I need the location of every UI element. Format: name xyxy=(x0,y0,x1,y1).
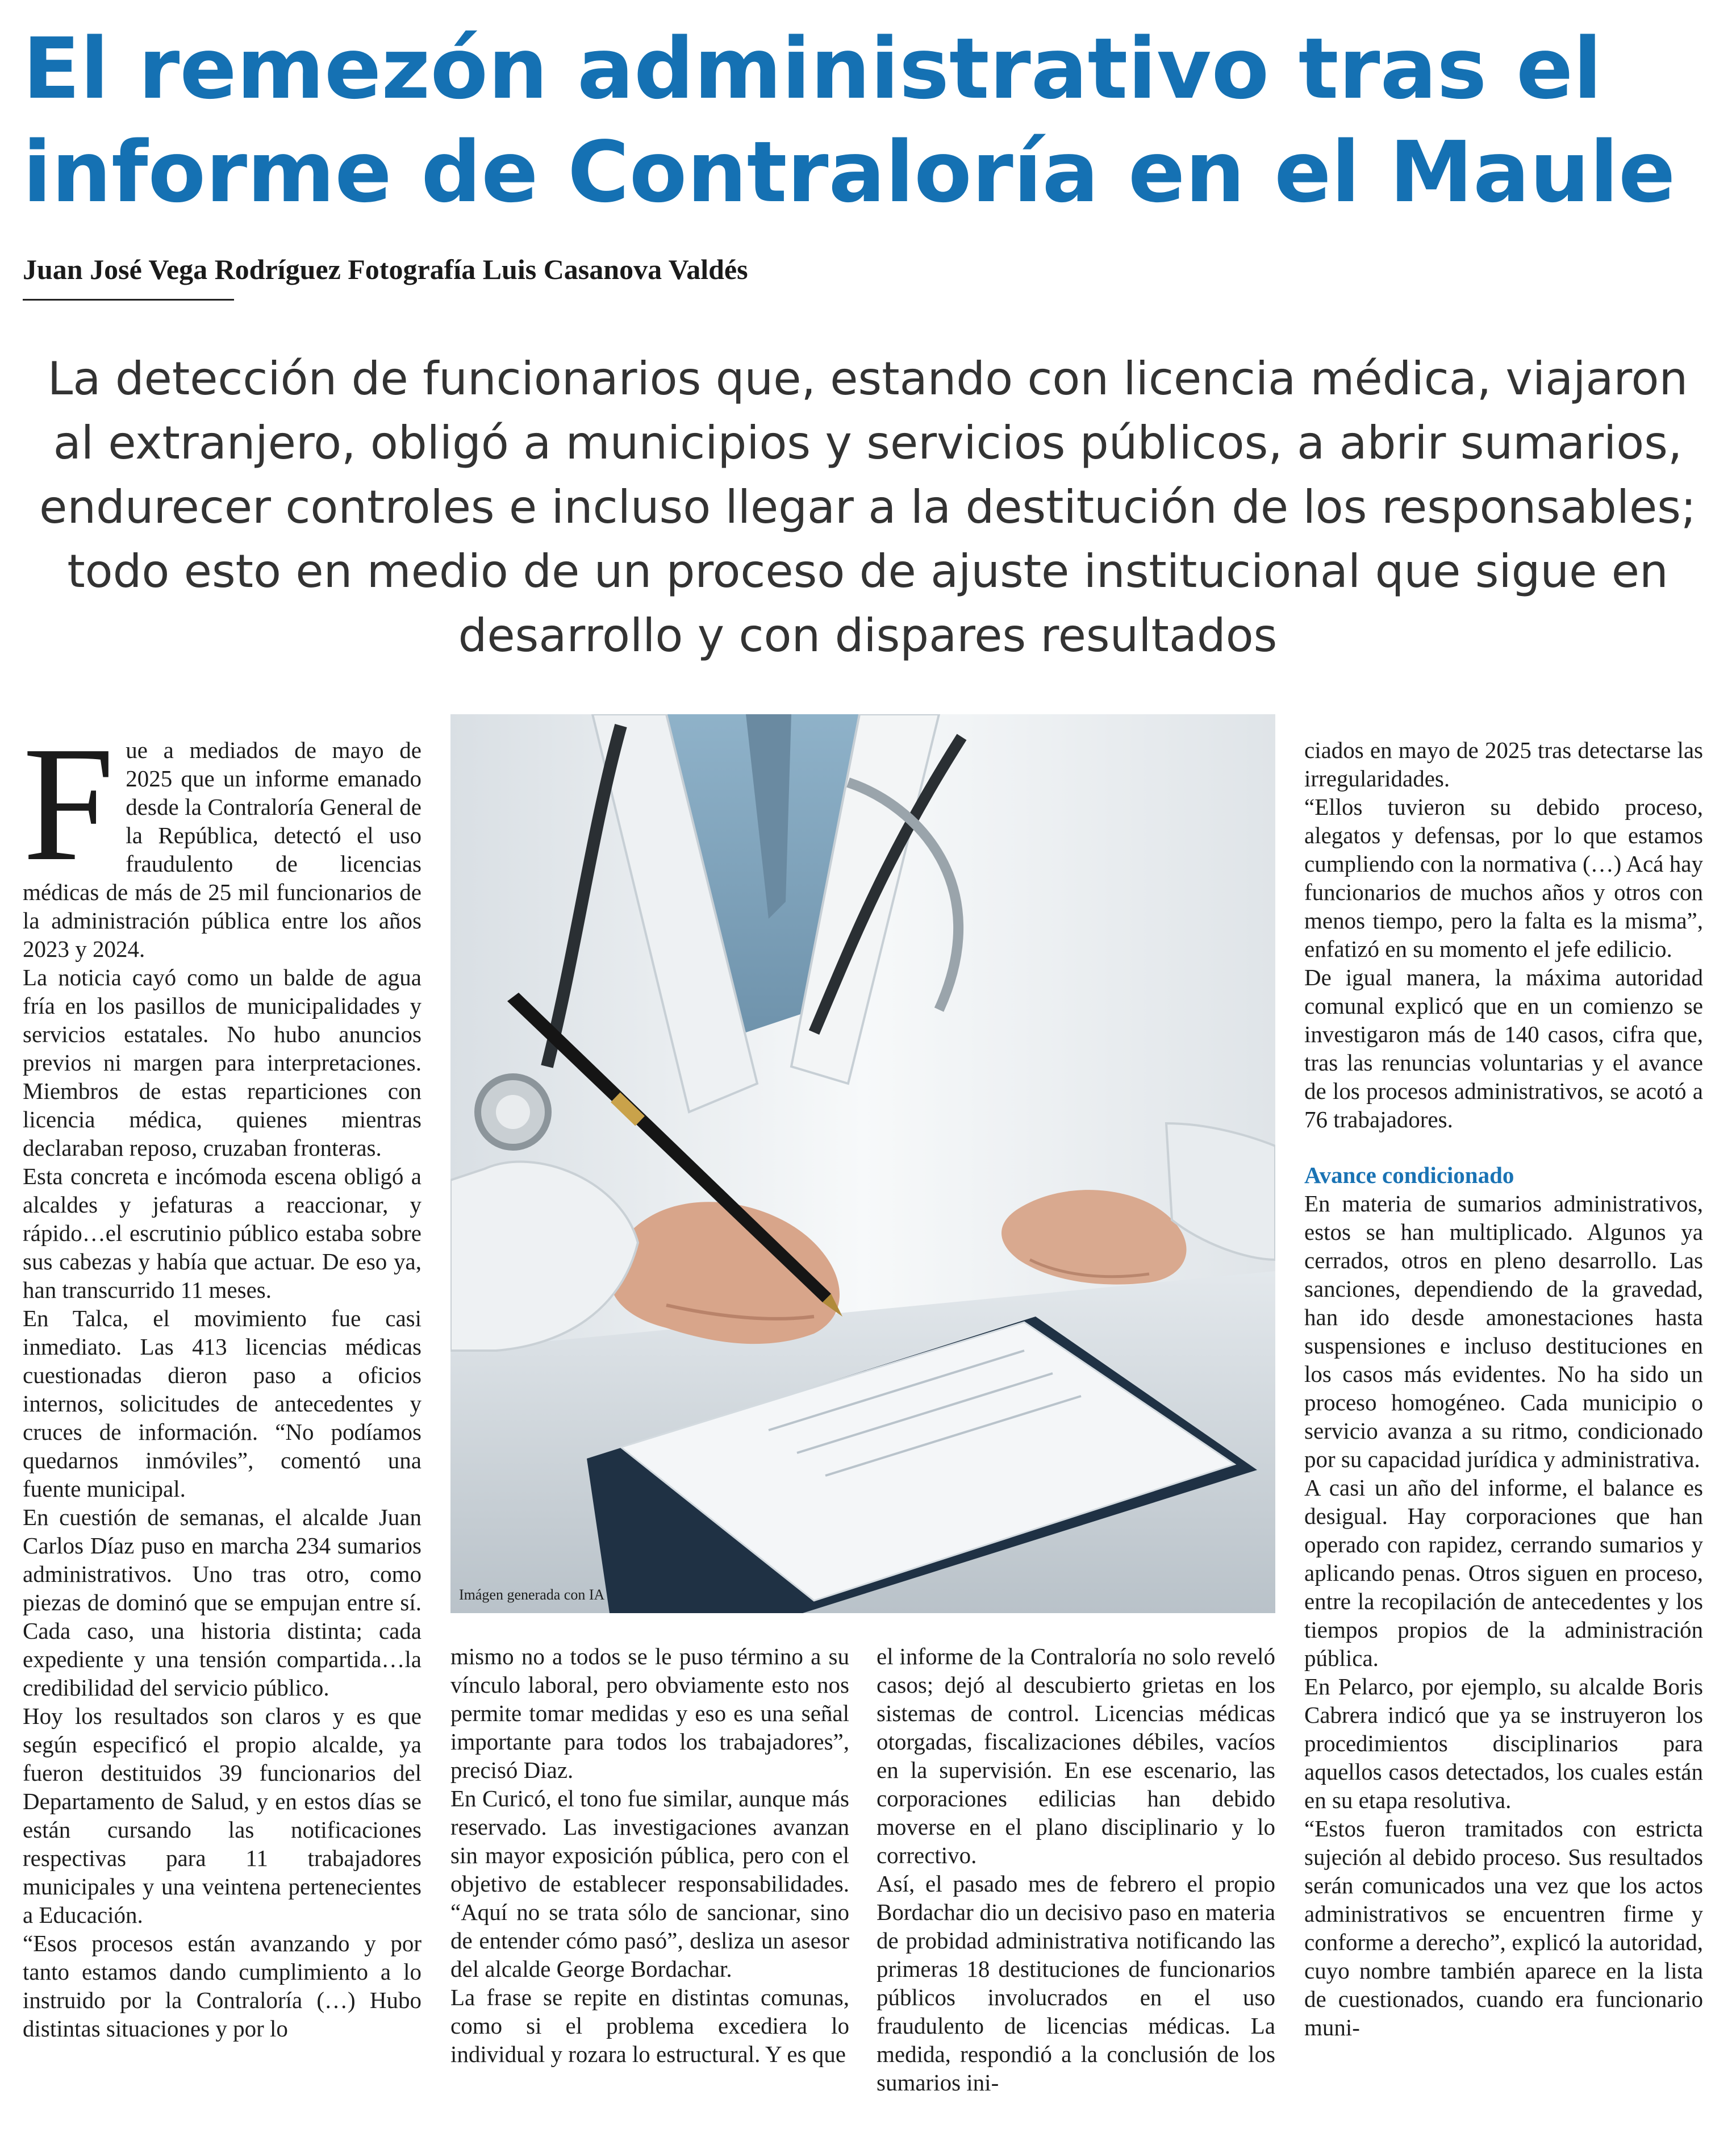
paragraph: ciados en mayo de 2025 tras detectarse las irregularidades. xyxy=(1304,737,1703,792)
doctor-writing-photo xyxy=(450,714,1275,1613)
paragraph: “Esos procesos están avanzando y por tanto estamos dando cumplimiento a lo instruido por la Contraloría (…) Hubo distintas situaciones y por lo xyxy=(23,1930,422,2042)
article-column-3 xyxy=(877,1642,1275,2131)
article-column-4 xyxy=(1304,736,1703,2134)
paragraph: A casi un año del informe, el balance es desigual. Hay corporaciones que han operado con rapidez, cerrando sumarios y aplicando penas. Otros siguen en proceso, entre la recopilación de antecedentes y los tiempos propios de la administración pública. xyxy=(1304,1474,1703,1671)
paragraph: En cuestión de semanas, el alcalde Juan Carlos Díaz puso en marcha 234 sumarios administrativos. Uno tras otro, como piezas de dominó que se empujan entre sí. Cada caso, una historia distinta; cada expediente y una tensión compartida…la credibilidad del servicio público. xyxy=(23,1504,422,1701)
paragraph: “Estos fueron tramitados con estricta sujeción al debido proceso. Sus resultados serán comunicados una vez que los actos administrativos se encuentren firme y conforme a derecho”, explicó la autoridad, cuyo nombre también aparece en la lista de cuestionados, cuando era funcionario muni- xyxy=(1304,1815,1703,2040)
photo-illustration xyxy=(450,714,1275,1613)
photo-caption: Imágen generada con IA xyxy=(459,1586,605,1603)
article-column-2 xyxy=(450,1642,849,2131)
paragraph: En Pelarco, por ejemplo, su alcalde Boris Cabrera indicó que ya se instruyeron los procedimientos disciplinarios para aquellos casos detectados, los cuales están en su etapa resolutiva. xyxy=(1304,1673,1703,1813)
paragraph: el informe de la Contraloría no solo reveló casos; dejó al descubierto grietas en los sistemas de control. Licencias médicas otorgadas, fiscalizaciones débiles, vacíos en la supervisión. En ese escenario, las corporaciones edilicias han debido moverse en el plano disciplinario y lo correctivo. xyxy=(877,1643,1275,1868)
paragraph: Así, el pasado mes de febrero el propio Bordachar dio un decisivo paso en materia de probidad administrativa notificando las primeras 18 destituciones de funcionarios públicos involucrados en el uso fraudulento de licencias médicas. La medida, respondió a la conclusión de los sumarios ini- xyxy=(877,1871,1275,2096)
paragraph: Hoy los resultados son claros y es que según especificó el propio alcalde, ya fueron destituidos 39 funcionarios del Departamento de Salud, y en estos días se están cursando las notificaciones respectivas para 11 trabajadores municipales y una veintena pertenecientes a Educación. xyxy=(23,1703,422,1928)
drop-cap: F xyxy=(23,713,115,895)
deck: La detección de funcionarios que, estando con licencia médica, viajaron al extranjero, obligó a municipios y servicios públicos, a abrir sumarios, endurecer controles e incluso llegar a la destitución de los responsables; todo esto en medio de un proceso de ajuste institucional que sigue en desarrollo y con dispares resultados xyxy=(39,352,1696,662)
paragraph: En materia de sumarios administrativos, estos se han multiplicado. Algunos ya cerrados, otros en pleno desarrollo. Las sanciones, dependiendo de la gravedad, han ido desde amonestaciones hasta suspensiones e incluso destituciones en los casos más evidentes. No ha sido un proceso homogéneo. Cada municipio o servicio avanza a su ritmo, condicionado por su capacidad jurídica y administrativa. xyxy=(1304,1190,1703,1472)
paragraph: mismo no a todos se le puso término a su vínculo laboral, pero obviamente esto nos permite tomar medidas y eso es una señal importante para todos los trabajadores”, precisó Diaz. xyxy=(450,1643,849,1783)
article-column-1 xyxy=(23,713,422,2134)
paragraph: De igual manera, la máxima autoridad comunal explicó que en un comienzo se investigaron más de 140 casos, cifra que, tras las renuncias voluntarias y el avance de los procesos administrativos, se acotó a 76 trabajadores. xyxy=(1304,964,1703,1132)
paragraph: En Talca, el movimiento fue casi inmediato. Las 413 licencias médicas cuestionadas dieron paso a oficios internos, solicitudes de antecedentes y cruces de información. “No podíamos quedarnos inmóviles”, comentó una fuente municipal. xyxy=(23,1305,422,1502)
paragraph: En Curicó, el tono fue similar, aunque más reservado. Las investigaciones avanzan sin mayor exposición pública, pero con el objetivo de establecer responsabilidades. “Aquí no se trata sólo de sancionar, sino de entender cómo pasó”, desliza un asesor del alcalde George Bordachar. xyxy=(450,1785,849,1982)
paragraph: Esta concreta e incómoda escena obligó a alcaldes y jefaturas a reaccionar, y rápido…el escrutinio público estaba sobre sus cabezas y había que actuar. De eso ya, han transcurrido 11 meses. xyxy=(23,1163,422,1303)
byline: Juan José Vega Rodríguez Fotografía Luis Casanova Valdés xyxy=(23,253,748,285)
paragraph: La frase se repite en distintas comunas, como si el problema excediera lo individual y rozara lo estructural. Y es que xyxy=(450,1984,849,2067)
headline: El remezón administrativo tras el informe de Contraloría en el Maule xyxy=(23,20,1676,221)
paragraph: “Ellos tuvieron su debido proceso, alegatos y defensas, por lo que estamos cumpliendo con la normativa (…) Acá hay funcionarios de muchos años y otros con menos tiempo, pero la falta es la misma”, enfatizó en su momento el jefe edilicio. xyxy=(1304,794,1703,962)
paragraph xyxy=(23,713,422,963)
section-subhead: Avance condicionado xyxy=(1304,1162,1514,1188)
paragraph-text: ue a mediados de mayo de 2025 que un informe emanado desde la Contraloría General de la República, detectó el uso fraudulento de licencias médicas de más de 25 mil funcionarios de la administración pública entre los años 2023 y 2024. xyxy=(23,737,422,962)
paragraph: La noticia cayó como un balde de agua fría en los pasillos de municipalidades y servicios estatales. No hubo anuncios previos ni margen para interpretaciones. Miembros de estas reparticiones con licencia médica, quienes mientras declaraban reposo, cruzaban fronteras. xyxy=(23,964,422,1161)
byline-rule xyxy=(23,299,234,301)
